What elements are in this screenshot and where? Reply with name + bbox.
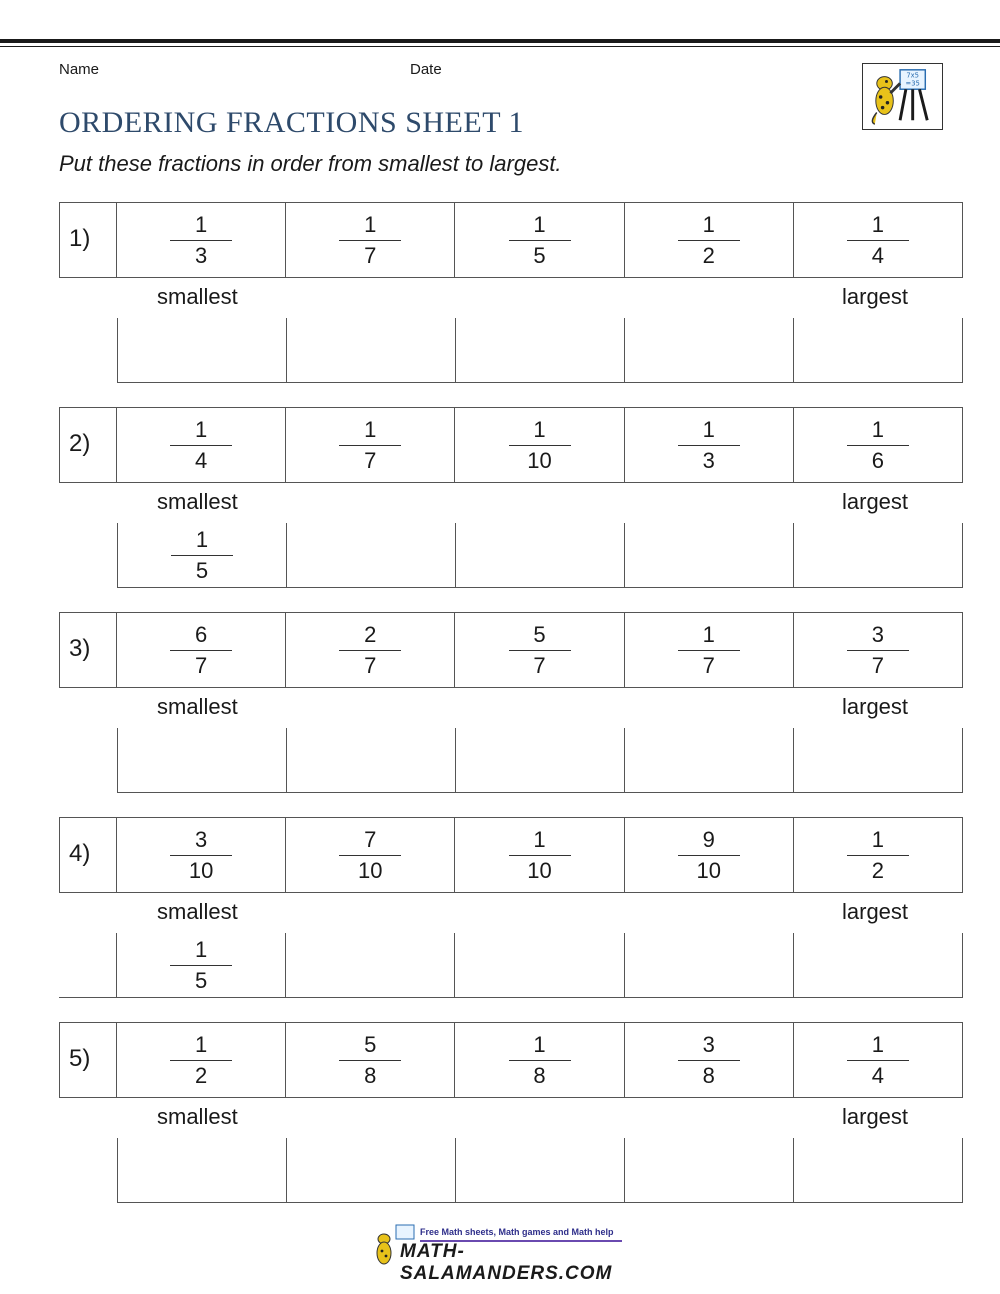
top-rule-thick [0, 39, 1000, 43]
date-label: Date [410, 61, 442, 78]
fraction [509, 620, 571, 681]
numerator: 1 [194, 1031, 208, 1057]
answer-cell[interactable] [287, 728, 456, 792]
footer-tagline: Free Math sheets, Math games and Math help [420, 1227, 614, 1237]
denominator: 2 [194, 1062, 208, 1088]
fraction-row [59, 1022, 963, 1098]
answer-cell[interactable] [456, 523, 625, 587]
fraction-cell [794, 818, 962, 892]
largest-label: largest [842, 284, 909, 309]
denominator: 10 [358, 857, 383, 883]
answer-cell[interactable] [625, 318, 794, 382]
denominator: 7 [364, 652, 377, 678]
svg-text:=35: =35 [905, 79, 920, 88]
fraction-cell [625, 818, 794, 892]
numerator: 1 [702, 621, 715, 647]
fraction-cell [625, 1023, 794, 1097]
smallest-label: smallest [157, 1104, 238, 1129]
answer-cell[interactable] [625, 728, 794, 792]
fraction [170, 620, 232, 681]
answer-cell[interactable] [625, 523, 794, 587]
numerator: 1 [194, 936, 208, 962]
numerator: 1 [871, 416, 885, 442]
largest-label: largest [842, 489, 909, 514]
fraction-row [59, 817, 963, 893]
answer-cell[interactable] [794, 1138, 963, 1202]
numerator: 7 [364, 826, 377, 852]
denominator: 4 [871, 1062, 885, 1088]
numerator: 3 [871, 621, 885, 647]
denominator: 3 [194, 242, 208, 268]
denominator: 3 [702, 447, 715, 473]
fraction-cell [625, 408, 794, 482]
answer-cell[interactable] [286, 933, 455, 997]
question-number: 2) [60, 408, 117, 482]
fraction [509, 210, 571, 271]
fraction-cell [286, 818, 455, 892]
question-number: 3) [60, 613, 117, 687]
denominator: 8 [364, 1062, 377, 1088]
smallest-label: smallest [157, 899, 238, 924]
fraction [170, 210, 232, 271]
fraction [339, 825, 401, 886]
fraction-cell [455, 203, 624, 277]
fraction [509, 825, 571, 886]
fraction-cell [455, 818, 624, 892]
fraction [847, 620, 909, 681]
numerator: 5 [533, 621, 546, 647]
answer-cell[interactable] [456, 1138, 625, 1202]
denominator: 7 [702, 652, 715, 678]
answer-cell[interactable] [118, 523, 287, 587]
denominator: 7 [364, 447, 377, 473]
question-number: 5) [60, 1023, 117, 1097]
fraction-cell [117, 203, 286, 277]
denominator: 2 [702, 242, 715, 268]
answer-row [59, 933, 963, 998]
page-title: ORDERING FRACTIONS SHEET 1 [59, 106, 524, 139]
numerator: 1 [702, 211, 715, 237]
fraction [170, 935, 232, 996]
question-number: 4) [60, 818, 117, 892]
denominator: 10 [696, 857, 721, 883]
numerator: 1 [871, 826, 885, 852]
answer-cell[interactable] [794, 728, 963, 792]
numerator: 1 [194, 416, 208, 442]
instructions: Put these fractions in order from smallest to largest. [59, 151, 562, 176]
denominator: 10 [188, 857, 214, 883]
question-number: 1) [60, 203, 117, 277]
fraction-cell [286, 613, 455, 687]
numerator: 1 [364, 416, 377, 442]
fraction [847, 825, 909, 886]
fraction-row [59, 612, 963, 688]
answer-cell[interactable] [625, 933, 794, 997]
fraction-cell [625, 613, 794, 687]
fraction [339, 415, 401, 476]
fraction [509, 1030, 571, 1091]
smallest-label: smallest [157, 284, 238, 309]
fraction-row [59, 202, 963, 278]
answer-cell[interactable] [118, 318, 287, 382]
fraction [678, 415, 740, 476]
answer-cell[interactable] [794, 933, 963, 997]
fraction-cell [794, 203, 962, 277]
fraction-cell [794, 613, 962, 687]
answer-cell[interactable] [118, 728, 287, 792]
top-rule-thin [0, 46, 1000, 47]
largest-label: largest [842, 899, 909, 924]
numerator: 5 [364, 1031, 377, 1057]
numerator: 1 [871, 211, 885, 237]
numerator: 1 [533, 416, 546, 442]
fraction-cell [455, 1023, 624, 1097]
denominator: 7 [533, 652, 546, 678]
numerator: 1 [533, 1031, 546, 1057]
fraction [678, 210, 740, 271]
fraction-cell [455, 613, 624, 687]
answer-cell[interactable] [287, 523, 456, 587]
fraction [847, 210, 909, 271]
denominator: 7 [871, 652, 885, 678]
answer-row [117, 1138, 963, 1203]
fraction [678, 1030, 740, 1091]
fraction-cell [286, 408, 455, 482]
answer-cell[interactable] [117, 933, 286, 997]
answer-cell[interactable] [287, 1138, 456, 1202]
fraction-cell [117, 613, 286, 687]
answer-cell[interactable] [287, 318, 456, 382]
fraction-cell [455, 408, 624, 482]
answer-row [117, 728, 963, 793]
numerator: 1 [871, 1031, 885, 1057]
numerator: 9 [702, 826, 715, 852]
denominator: 5 [194, 967, 208, 993]
denominator: 10 [527, 447, 552, 473]
denominator: 4 [194, 447, 208, 473]
denominator: 8 [702, 1062, 715, 1088]
denominator: 4 [871, 242, 885, 268]
footer-brand: MATH-SALAMANDERS.COM [400, 1241, 613, 1284]
answer-spacer [59, 933, 117, 997]
fraction [170, 415, 232, 476]
fraction-row [59, 407, 963, 483]
fraction [847, 415, 909, 476]
answer-cell[interactable] [456, 728, 625, 792]
answer-cell[interactable] [456, 318, 625, 382]
denominator: 8 [533, 1062, 546, 1088]
denominator: 7 [364, 242, 377, 268]
numerator: 2 [364, 621, 377, 647]
fraction-cell [117, 1023, 286, 1097]
answer-cell[interactable] [794, 523, 963, 587]
denominator: 2 [871, 857, 885, 883]
denominator: 7 [194, 652, 208, 678]
numerator: 1 [195, 526, 209, 552]
answer-cell[interactable] [625, 1138, 794, 1202]
numerator: 1 [533, 211, 546, 237]
numerator: 1 [364, 211, 377, 237]
denominator: 10 [527, 857, 552, 883]
numerator: 1 [702, 416, 715, 442]
smallest-label: smallest [157, 489, 238, 514]
fraction-cell [286, 203, 455, 277]
fraction-cell [286, 1023, 455, 1097]
numerator: 1 [533, 826, 546, 852]
fraction-cell [117, 408, 286, 482]
fraction [678, 620, 740, 681]
fraction-cell [117, 818, 286, 892]
answer-cell[interactable] [455, 933, 624, 997]
numerator: 3 [194, 826, 208, 852]
answer-row [117, 523, 963, 588]
fraction [170, 825, 232, 886]
numerator: 3 [702, 1031, 715, 1057]
answer-cell[interactable] [794, 318, 963, 382]
numerator: 1 [194, 211, 208, 237]
fraction [678, 825, 740, 886]
largest-label: largest [842, 1104, 909, 1129]
smallest-label: smallest [157, 694, 238, 719]
numerator: 6 [194, 621, 208, 647]
svg-text:7x5: 7x5 [906, 71, 920, 80]
fraction [339, 1030, 401, 1091]
answer-cell[interactable] [118, 1138, 287, 1202]
denominator: 5 [195, 557, 209, 583]
salamander-logo-icon [862, 63, 943, 130]
footer-logo[interactable] [372, 1223, 628, 1284]
denominator: 5 [533, 242, 546, 268]
answer-row [117, 318, 963, 383]
fraction [171, 525, 233, 586]
fraction-cell [794, 408, 962, 482]
largest-label: largest [842, 694, 909, 719]
fraction-cell [625, 203, 794, 277]
name-label: Name [59, 61, 100, 78]
fraction [339, 210, 401, 271]
denominator: 6 [871, 447, 885, 473]
fraction [509, 415, 571, 476]
fraction [339, 620, 401, 681]
fraction [170, 1030, 232, 1091]
fraction [847, 1030, 909, 1091]
fraction-cell [794, 1023, 962, 1097]
